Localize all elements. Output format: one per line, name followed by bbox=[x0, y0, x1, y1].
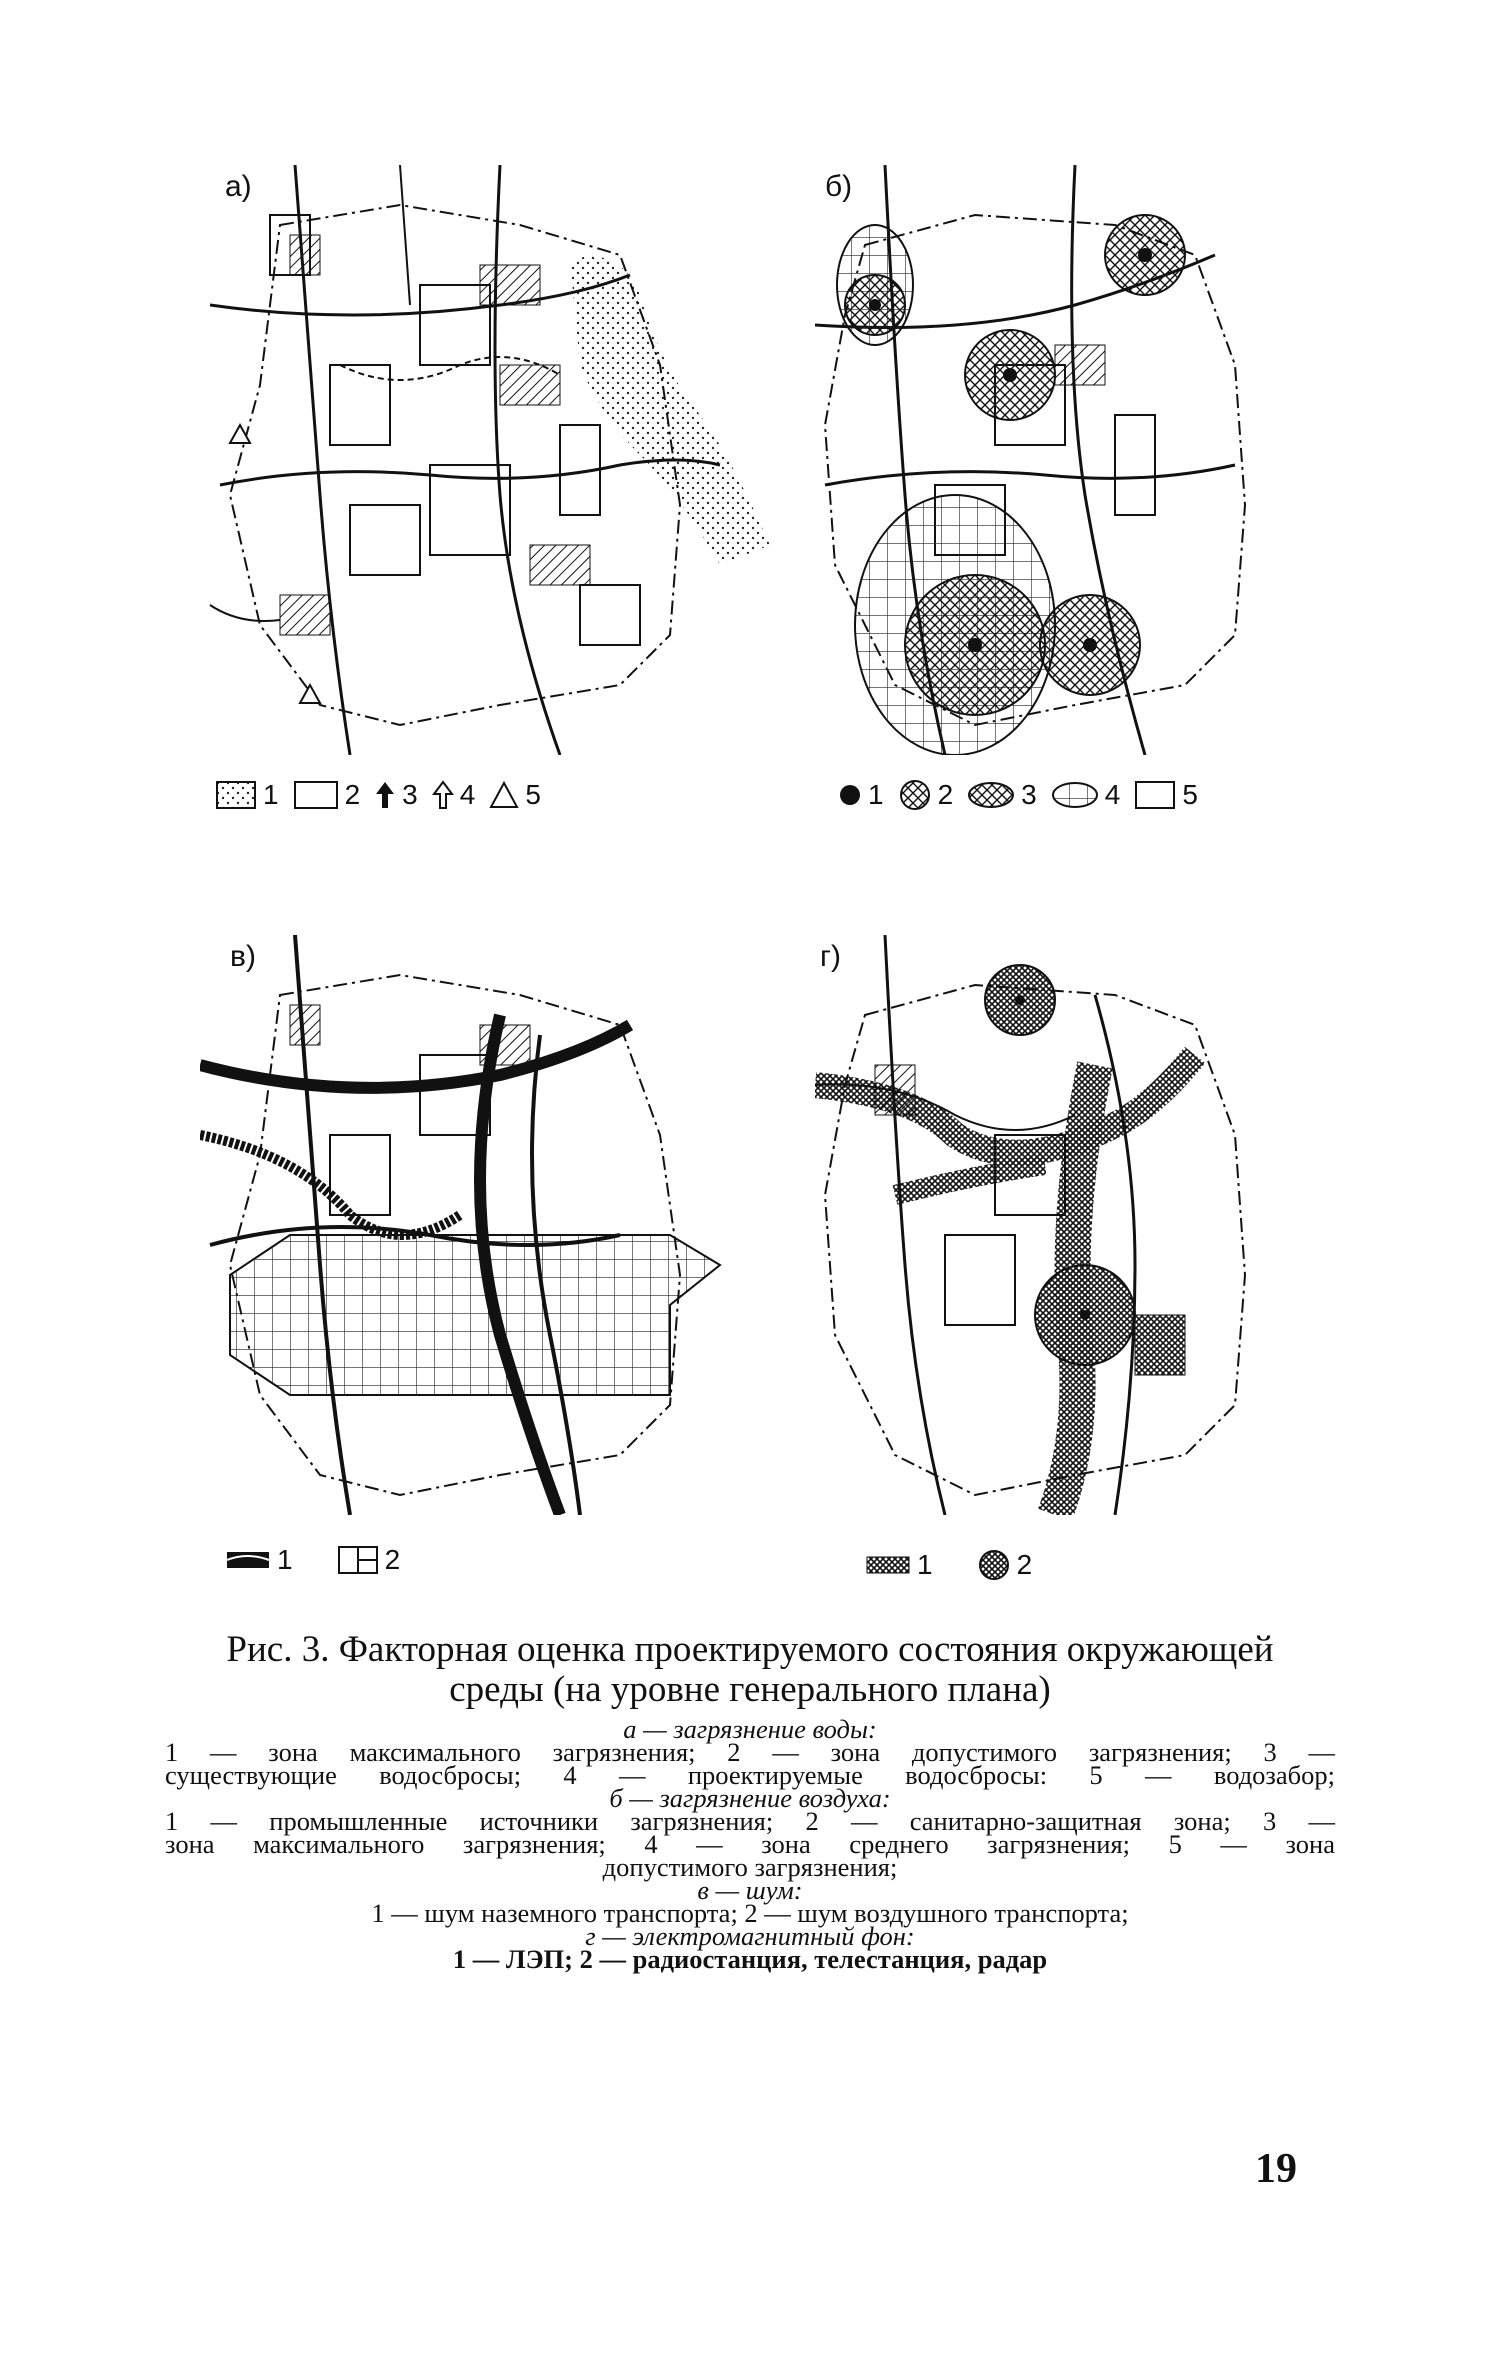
permissible-zone-icon bbox=[1134, 780, 1176, 810]
panel-a-road bbox=[495, 165, 560, 755]
panel-b-source-icon bbox=[869, 299, 881, 311]
legend-b-2: 2 bbox=[898, 778, 954, 812]
panel-a-shoreline bbox=[210, 605, 280, 621]
legend-a-4: 4 bbox=[432, 779, 476, 811]
medium-zone-icon bbox=[1051, 780, 1099, 810]
panel-d-road bbox=[885, 935, 945, 1515]
empty-zone-icon bbox=[293, 780, 339, 810]
panel-d-power-line-zone bbox=[895, 1165, 1045, 1195]
legend-d-1: 1 bbox=[865, 1549, 933, 1581]
panel-b-source-icon bbox=[1138, 248, 1152, 262]
panel-b-plan bbox=[815, 165, 1335, 755]
panel-b-hatched-block bbox=[1055, 345, 1105, 385]
legend-a-3: 3 bbox=[374, 779, 418, 811]
panel-d-plan bbox=[815, 935, 1335, 1515]
water-intake-triangle-icon bbox=[489, 780, 519, 810]
panel-a-block bbox=[580, 585, 640, 645]
legend-b-3: 3 bbox=[967, 779, 1037, 811]
panel-c-air-transport-noise-zone bbox=[230, 1235, 720, 1395]
panel-c-hatched-block bbox=[290, 1005, 320, 1045]
panel-c-label: в) bbox=[230, 940, 256, 973]
panel-d-legend bbox=[865, 1545, 1032, 1585]
legend-b-4: 4 bbox=[1051, 779, 1121, 811]
panel-b-block bbox=[1115, 415, 1155, 515]
caption-line: г — электромагнитный фон: bbox=[585, 1921, 915, 1951]
panel-b-label: б) bbox=[825, 170, 853, 203]
panel-a-permissible-zone bbox=[500, 365, 560, 405]
panel-a-permissible-zone bbox=[530, 545, 590, 585]
figure-caption-legend bbox=[165, 1714, 1335, 1974]
planned-outlet-arrow-icon bbox=[432, 780, 454, 810]
ground-noise-band-icon bbox=[225, 1548, 271, 1572]
panel-a-permissible-zone bbox=[290, 235, 320, 275]
panel-b-legend bbox=[838, 775, 1198, 815]
panel-b-road bbox=[825, 465, 1235, 485]
panel-a-label: а) bbox=[225, 170, 252, 203]
caption-line: 1 — ЛЭП; 2 — радиостанция, телестанция, радар bbox=[452, 1944, 1048, 1974]
caption-line: а — загрязнение воды: bbox=[623, 1714, 877, 1744]
panel-d-radio-station-icon bbox=[1080, 1310, 1090, 1320]
panel-b-source-icon bbox=[1083, 638, 1097, 652]
panel-a-permissible-zone bbox=[480, 265, 540, 305]
panel-b-air-pollution-map bbox=[815, 165, 1335, 755]
panel-a-permissible-zone bbox=[280, 595, 330, 635]
panel-d-power-line-zone bbox=[815, 1055, 1195, 1153]
panel-a-water-intake-icon bbox=[300, 685, 320, 703]
panel-c-legend bbox=[225, 1540, 400, 1580]
figure-caption-title-line1: Рис. 3. Факторная оценка проектируемого состояния окружающей bbox=[226, 1629, 1274, 1670]
panel-c-ground-transport-noise bbox=[200, 1025, 630, 1088]
max-zone-icon bbox=[967, 780, 1015, 810]
panel-d-hatched-block bbox=[1135, 1315, 1185, 1375]
legend-a-1: 1 bbox=[215, 779, 279, 811]
caption-line: 1 — зона максимального загрязнения; 2 — зона допустимого загрязнения; 3 — bbox=[165, 1737, 1335, 1767]
sanitary-zone-icon bbox=[898, 778, 932, 812]
panel-a-road bbox=[220, 460, 720, 485]
power-line-band-icon bbox=[865, 1553, 911, 1577]
legend-a-2: 2 bbox=[293, 779, 361, 811]
panel-a-block bbox=[350, 505, 420, 575]
source-dot-icon bbox=[838, 780, 862, 810]
panel-c-plan bbox=[200, 935, 770, 1515]
panel-c-noise-map bbox=[200, 935, 770, 1515]
legend-a-5: 5 bbox=[489, 779, 541, 811]
caption-line: существующие водосбросы; 4 — проектируемые водосбросы: 5 — водозабор; bbox=[165, 1760, 1335, 1790]
panel-a-max-pollution-zone bbox=[570, 257, 770, 565]
panel-b-source-icon bbox=[1003, 368, 1017, 382]
panel-b-source-icon bbox=[968, 638, 982, 652]
legend-b-5: 5 bbox=[1134, 779, 1198, 811]
panel-a-water-pollution-map bbox=[200, 165, 770, 755]
caption-line: 1 — промышленные источники загрязнения; 2 — санитарно-защитная зона; 3 — bbox=[165, 1806, 1335, 1836]
caption-line: допустимого загрязнения; bbox=[602, 1852, 898, 1882]
panel-a-block bbox=[330, 365, 390, 445]
panel-d-electromagnetic-map bbox=[815, 935, 1335, 1515]
panel-a-legend bbox=[215, 775, 541, 815]
caption-line: 1 — шум наземного транспорта; 2 — шум воздушного транспорта; bbox=[371, 1898, 1129, 1928]
page-number: 19 bbox=[1255, 2146, 1297, 2192]
panel-a-plan bbox=[200, 165, 770, 755]
panel-d-hatched-block bbox=[875, 1065, 915, 1115]
legend-b-1: 1 bbox=[838, 779, 884, 811]
legend-c-2: 2 bbox=[337, 1544, 401, 1576]
existing-outlet-arrow-icon bbox=[374, 780, 396, 810]
panel-a-road bbox=[400, 165, 410, 305]
caption-line: зона максимального загрязнения; 4 — зона среднего загрязнения; 5 — зона bbox=[165, 1829, 1335, 1859]
panel-d-radio-station-icon bbox=[1015, 995, 1025, 1005]
figure-caption-title-line2: среды (на уровне генерального плана) bbox=[449, 1669, 1051, 1710]
air-noise-grid-icon bbox=[337, 1545, 379, 1575]
panel-c-hatched-block bbox=[480, 1025, 530, 1065]
panel-d-label: г) bbox=[820, 940, 841, 973]
panel-d-block bbox=[945, 1235, 1015, 1325]
caption-line: в — шум: bbox=[697, 1875, 803, 1905]
legend-d-2: 2 bbox=[977, 1548, 1033, 1582]
caption-line: б — загрязнение воздуха: bbox=[609, 1783, 891, 1813]
legend-c-1: 1 bbox=[225, 1544, 293, 1576]
dotted-zone-icon bbox=[215, 780, 257, 810]
radio-station-icon bbox=[977, 1548, 1011, 1582]
